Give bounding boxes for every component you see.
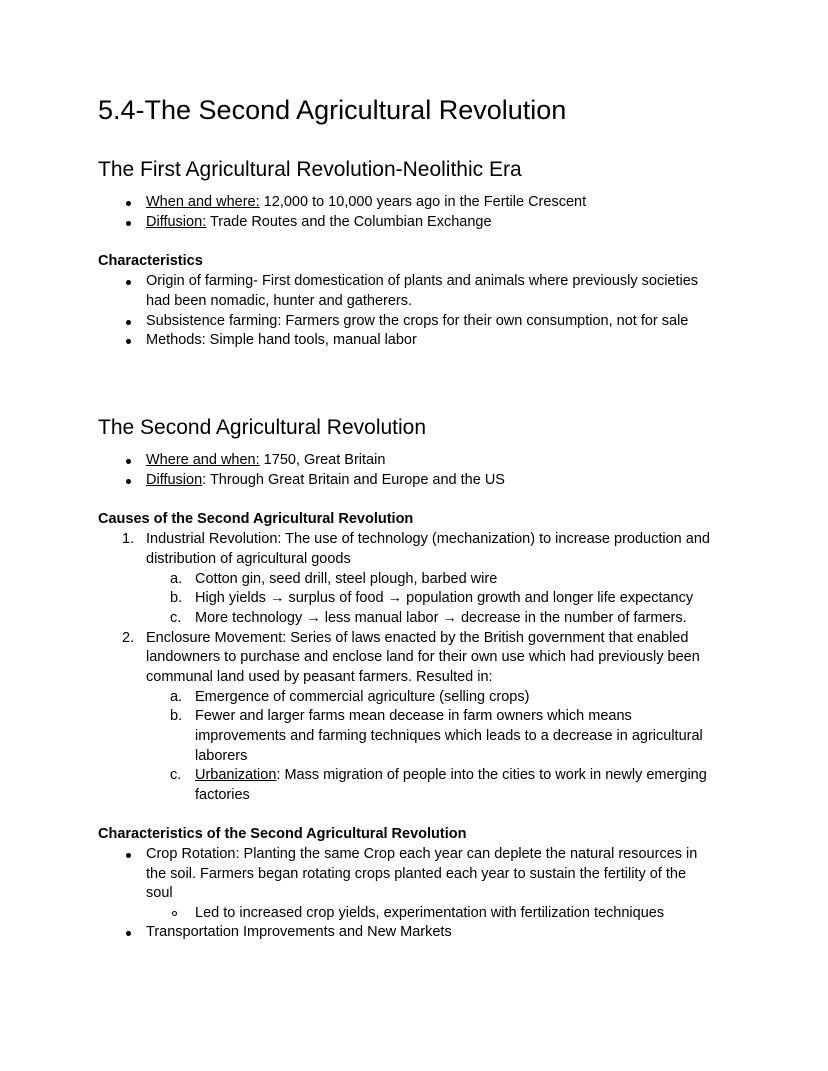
cause1-line: Industrial Revolution: The use of technology (mechanization) to increase production and xyxy=(146,531,710,547)
cause1-line: distribution of agricultural goods xyxy=(146,551,351,567)
cause2-sub-item-cont: improvements and farming techniques which leads to a decrease in agricultural xyxy=(195,728,703,744)
transportation-item: Transportation Improvements and New Markets xyxy=(146,924,452,940)
list-number: 1. xyxy=(122,531,135,547)
cause2-line: communal land used by peasant farmers. Resulted in: xyxy=(146,669,493,685)
bullet-dot xyxy=(126,853,131,858)
bullet-dot xyxy=(126,221,131,226)
characteristics2-heading: Characteristics of the Second Agricultural Revolution xyxy=(98,826,467,842)
causes-heading: Causes of the Second Agricultural Revolution xyxy=(98,511,414,527)
crop-rotation-line: soul xyxy=(146,885,173,901)
cause1-sub-item: More technology → less manual labor → decrease in the number of farmers. xyxy=(195,610,687,626)
crop-rotation-line: Crop Rotation: Planting the same Crop each year can deplete the natural resources in xyxy=(146,846,698,862)
cause2-line: Enclosure Movement: Series of laws enacted by the British government that enabled xyxy=(146,630,689,646)
list-number: 2. xyxy=(122,630,135,646)
cause1-sub-item: High yields → surplus of food → population growth and longer life expectancy xyxy=(195,590,694,606)
char-item-origin-cont: had been nomadic, hunter and gatherers. xyxy=(146,293,413,309)
char-item-subsistence: Subsistence farming: Farmers grow the crops for their own consumption, not for sale xyxy=(146,313,689,329)
s2-bullet-where-when: Where and when: 1750, Great Britain xyxy=(146,452,386,468)
document-title: 5.4-The Second Agricultural Revolution xyxy=(98,95,567,125)
cause2-sub-item-urbanization: Urbanization: Mass migration of people into the cities to work in newly emerging xyxy=(195,767,707,783)
cause2-line: landowners to purchase and enclose land for their own use which had previously been xyxy=(146,649,700,665)
cause2-sub-item: Fewer and larger farms mean decease in farm owners which means xyxy=(195,708,632,724)
bullet-dot xyxy=(126,479,131,484)
section2-heading: The Second Agricultural Revolution xyxy=(98,416,427,439)
characteristics-heading: Characteristics xyxy=(98,253,203,269)
cause2-sub-item-cont: laborers xyxy=(195,748,248,764)
s1-bullet-diffusion: Diffusion: Trade Routes and the Columbian Exchange xyxy=(146,214,492,230)
list-letter: c. xyxy=(170,767,182,783)
list-letter: b. xyxy=(170,708,183,724)
s2-bullet-diffusion: Diffusion: Through Great Britain and Europe and the US xyxy=(146,472,505,488)
list-letter: a. xyxy=(170,571,183,587)
cause1-sub-item: Cotton gin, seed drill, steel plough, barbed wire xyxy=(195,571,498,587)
char-item-methods: Methods: Simple hand tools, manual labor xyxy=(146,332,417,348)
bullet-dot xyxy=(126,320,131,325)
s1-bullet-when-where: When and where: 12,000 to 10,000 years ago in the Fertile Crescent xyxy=(146,194,587,210)
list-letter: a. xyxy=(170,689,183,705)
crop-rotation-sub: Led to increased crop yields, experimentation with fertilization techniques xyxy=(195,905,665,921)
cause2-sub-item-cont: factories xyxy=(195,787,250,803)
list-letter: c. xyxy=(170,610,182,626)
bullet-dot xyxy=(126,201,131,206)
bullet-dot xyxy=(126,339,131,344)
section1-heading: The First Agricultural Revolution-Neolithic Era xyxy=(98,158,522,181)
list-letter: b. xyxy=(170,590,183,606)
cause2-sub-item: Emergence of commercial agriculture (selling crops) xyxy=(195,689,530,705)
sub-bullet-circle xyxy=(172,911,177,916)
bullet-dot xyxy=(126,931,131,936)
bullet-dot xyxy=(126,280,131,285)
bullet-dot xyxy=(126,459,131,464)
crop-rotation-line: the soil. Farmers began rotating crops planted each year to sustain the fertility of the xyxy=(146,866,687,882)
char-item-origin: Origin of farming- First domestication of plants and animals where previously societies xyxy=(146,273,699,289)
